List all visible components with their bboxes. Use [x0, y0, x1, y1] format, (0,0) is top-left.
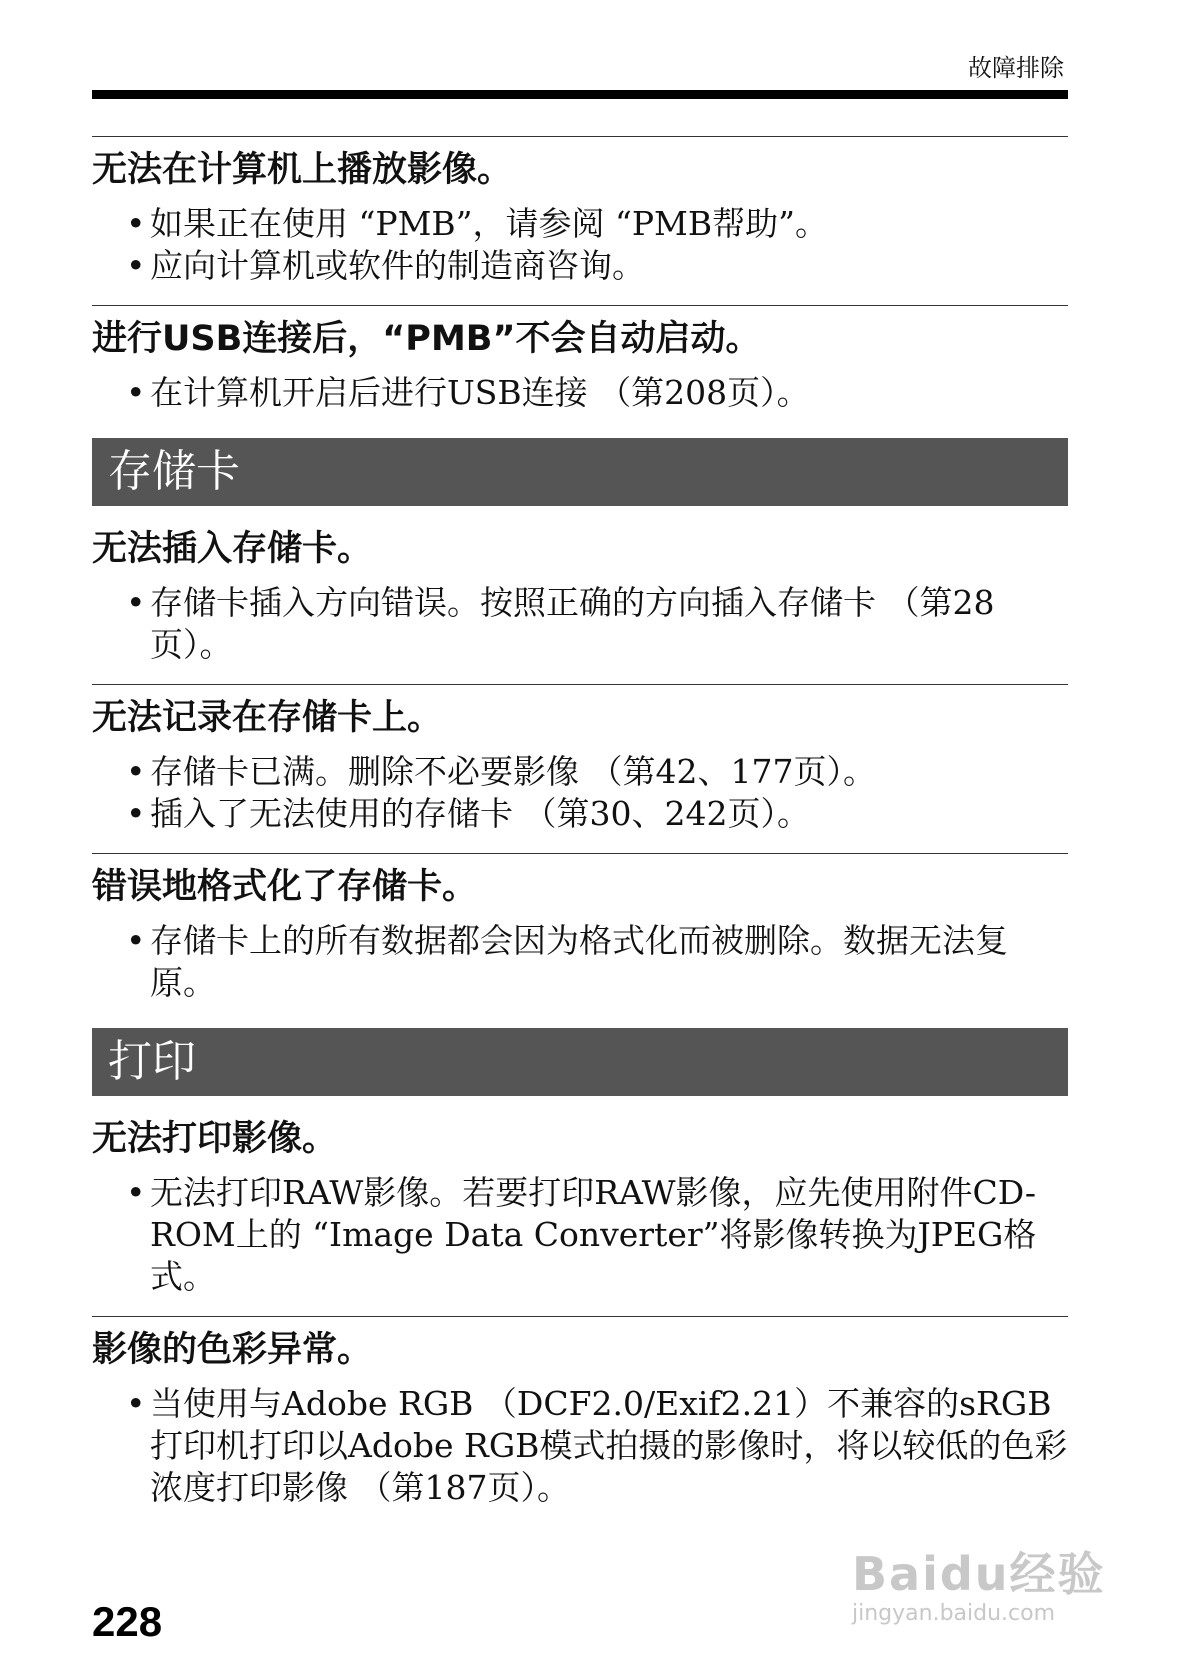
page-number: 228	[92, 1598, 163, 1645]
bullet-dot: •	[126, 1384, 146, 1423]
bullet-text: 存储卡已满。删除不必要影像 （第42、177页）。	[150, 752, 876, 791]
bullet-item	[92, 245, 1068, 287]
bullet-list	[92, 1383, 1068, 1509]
topic-block	[92, 136, 1068, 287]
bullet-item	[92, 1172, 1068, 1298]
main-content	[92, 136, 1068, 1509]
topic-block	[92, 684, 1068, 835]
bullet-item	[92, 793, 1068, 835]
bullet-text: 插入了无法使用的存储卡 （第30、242页）。	[150, 794, 810, 833]
topic-block	[92, 526, 1068, 666]
bullet-list	[92, 920, 1068, 1004]
topic-title: 进行USB连接后，“PMB”不会自动启动。	[92, 319, 761, 359]
bullet-list	[92, 203, 1068, 287]
bullet-text: 如果正在使用 “PMB”，请参阅 “PMB帮助”。	[150, 204, 828, 243]
bullet-item	[92, 920, 1068, 1004]
bullet-dot: •	[126, 204, 146, 243]
topic-block	[92, 305, 1068, 414]
header-rule	[92, 90, 1068, 99]
bullet-dot: •	[126, 373, 146, 412]
topic-title: 影像的色彩异常。	[92, 1330, 373, 1370]
bullet-list	[92, 582, 1068, 666]
topic-title: 无法记录在存储卡上。	[92, 698, 443, 738]
bullet-text: 无法打印RAW影像。若要打印RAW影像，应先使用附件CD-ROM上的 “Image Data Converter”将影像转换为JPEG格式。	[150, 1173, 1037, 1296]
topic-block	[92, 853, 1068, 1004]
bullet-item	[92, 751, 1068, 793]
bullet-dot: •	[126, 246, 146, 285]
bullet-dot: •	[126, 1173, 146, 1212]
bullet-list	[92, 751, 1068, 835]
bullet-dot: •	[126, 752, 146, 791]
running-header: 故障排除	[968, 54, 1064, 82]
watermark	[852, 1548, 1152, 1638]
bullet-dot: •	[126, 794, 146, 833]
topic-title: 无法在计算机上播放影像。	[92, 150, 513, 190]
section-header-memory-card: 存储卡	[92, 438, 1068, 506]
topic-title: 无法插入存储卡。	[92, 529, 373, 569]
bullet-text: 存储卡上的所有数据都会因为格式化而被删除。数据无法复原。	[150, 921, 1008, 1002]
watermark-url: jingyan.baidu.com	[852, 1601, 1056, 1626]
bullet-dot: •	[126, 921, 146, 960]
bullet-dot: •	[126, 583, 146, 622]
topic-block	[92, 1316, 1068, 1509]
bullet-item	[92, 203, 1068, 245]
bullet-list	[92, 1172, 1068, 1298]
section-header-printing: 打印	[92, 1028, 1068, 1096]
bullet-text: 在计算机开启后进行USB连接 （第208页）。	[150, 373, 810, 412]
bullet-text: 当使用与Adobe RGB （DCF2.0/Exif2.21）不兼容的sRGB打印机打印以Adobe RGB模式拍摄的影像时，将以较低的色彩浓度打印影像 （第187页）。	[150, 1384, 1068, 1507]
topic-block	[92, 1116, 1068, 1298]
bullet-item	[92, 372, 1068, 414]
bullet-text: 存储卡插入方向错误。按照正确的方向插入存储卡 （第28页）。	[150, 583, 995, 664]
bullet-item	[92, 582, 1068, 666]
watermark-logo: Baidu经验	[852, 1547, 1106, 1601]
bullet-text: 应向计算机或软件的制造商咨询。	[150, 246, 645, 285]
bullet-item	[92, 1383, 1068, 1509]
topic-title: 错误地格式化了存储卡。	[92, 867, 478, 907]
topic-title: 无法打印影像。	[92, 1119, 338, 1159]
bullet-list	[92, 372, 1068, 414]
